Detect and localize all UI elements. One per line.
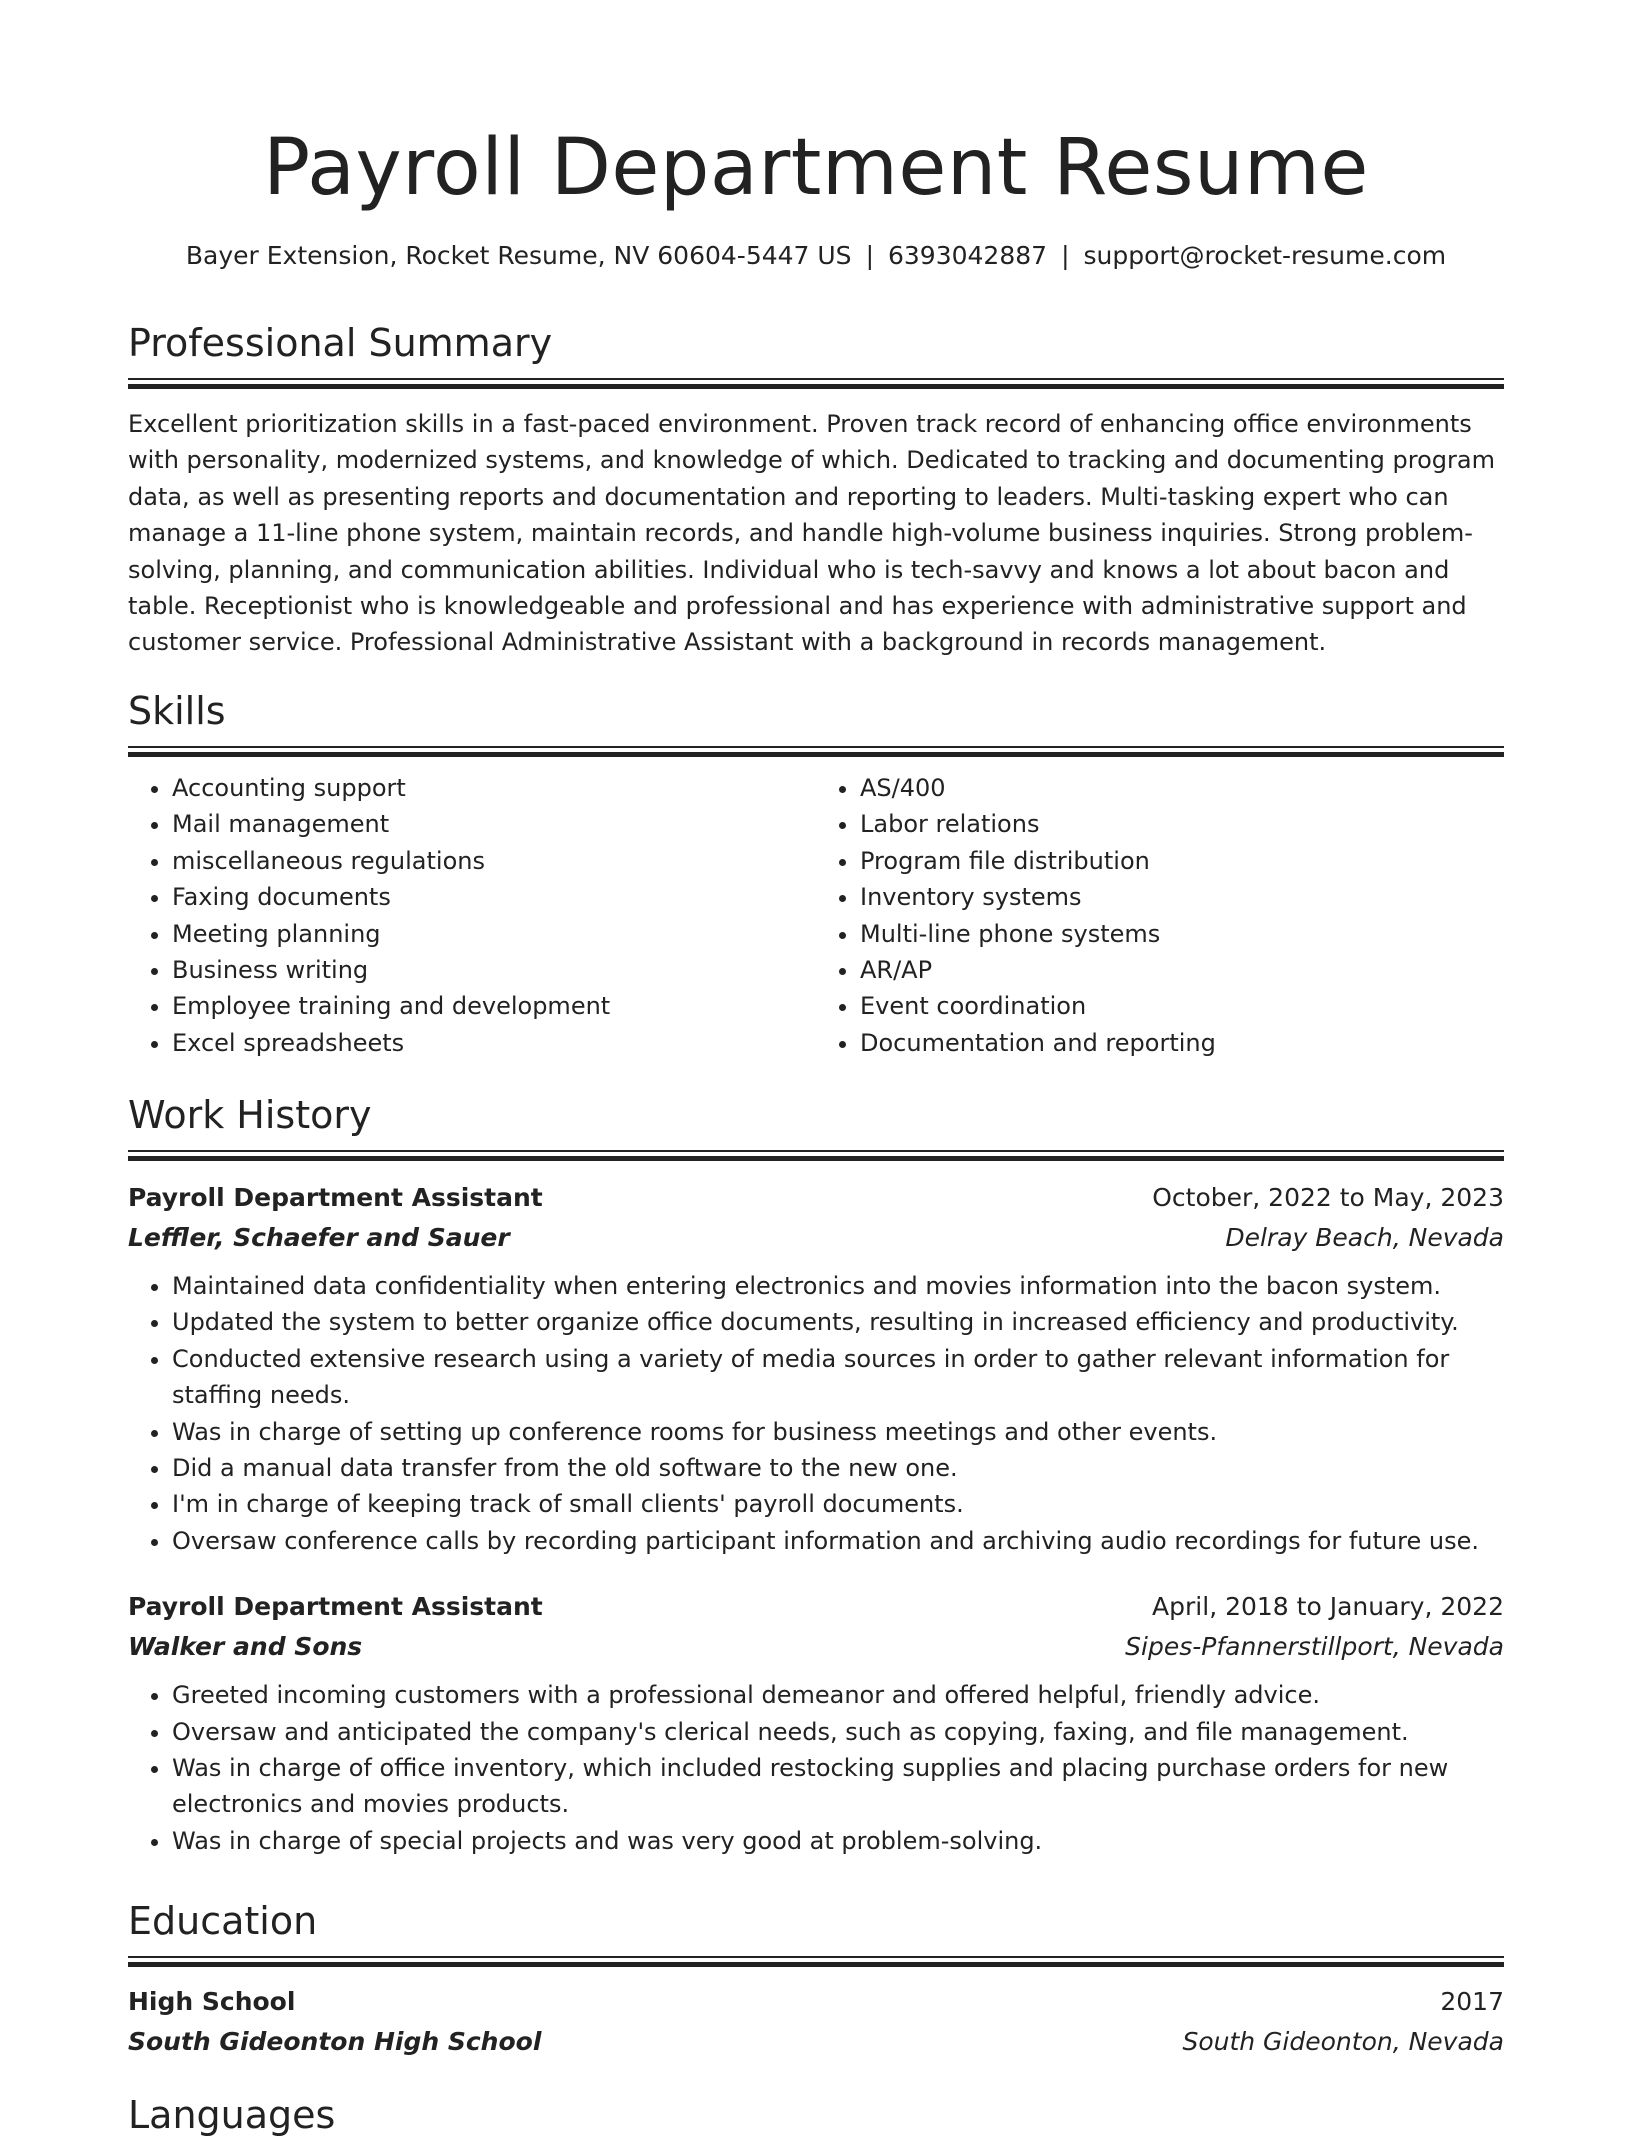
job-duty: • Oversaw and anticipated the company's clerical needs, such as copying, faxing, and file management. — [172, 1714, 1504, 1750]
skill-item: • Event coordination — [860, 988, 1504, 1024]
job-duty: • Oversaw conference calls by recording participant information and archiving audio recordings for future use. — [172, 1523, 1504, 1559]
job-duty: • Maintained data confidentiality when entering electronics and movies information into the bacon system. — [172, 1268, 1504, 1304]
job-duties-list — [128, 1268, 1504, 1559]
skills-heading: Skills — [128, 689, 226, 733]
job-dates: April, 2018 to January, 2022 — [1152, 1592, 1504, 1622]
job-title: Payroll Department Assistant — [128, 1592, 543, 1622]
education-header-row — [128, 1982, 1504, 2022]
skills-left-list — [128, 770, 816, 1061]
job-duties-list — [128, 1677, 1504, 1859]
job-duty: • I'm in charge of keeping track of small clients' payroll documents. — [172, 1486, 1504, 1522]
resume-title: Payroll Department Resume — [263, 123, 1369, 213]
job-entry — [128, 1178, 1504, 1559]
skill-item: • Documentation and reporting — [860, 1025, 1504, 1061]
contact-separator: | — [865, 241, 874, 270]
job-company: Walker and Sons — [128, 1632, 363, 1662]
contact-phone: 6393042887 — [888, 241, 1048, 270]
job-location: Sipes-Pfannerstillport, Nevada — [1125, 1632, 1504, 1662]
work-history-heading: Work History — [128, 1093, 372, 1137]
job-duty: • Was in charge of setting up conference rooms for business meetings and other events. — [172, 1414, 1504, 1450]
education-heading: Education — [128, 1899, 318, 1943]
skill-item: • Inventory systems — [860, 879, 1504, 915]
education-location: South Gideonton, Nevada — [1182, 2027, 1504, 2056]
education-entry — [128, 1982, 1504, 2062]
job-duty: • Conducted extensive research using a variety of media sources in order to gather relevant information for staffing needs. — [172, 1341, 1504, 1414]
contact-email: support@rocket-resume.com — [1083, 241, 1447, 270]
skill-item: • Business writing — [172, 952, 816, 988]
skill-item: • Excel spreadsheets — [172, 1025, 816, 1061]
skill-item: • Program file distribution — [860, 843, 1504, 879]
skill-item: • miscellaneous regulations — [172, 843, 816, 879]
job-header-row — [128, 1178, 1504, 1218]
summary-heading: Professional Summary — [128, 321, 553, 365]
job-duty: • Was in charge of office inventory, which included restocking supplies and placing purchase orders for new electronics and movies products. — [172, 1750, 1504, 1823]
skills-columns — [128, 770, 1504, 1061]
section-divider — [128, 746, 1504, 758]
contact-address: Bayer Extension, Rocket Resume, NV 60604-5447 US — [185, 241, 852, 270]
skill-item: • AS/400 — [860, 770, 1504, 806]
summary-section — [128, 318, 1504, 661]
section-divider — [128, 1956, 1504, 1968]
job-duty: • Did a manual data transfer from the old software to the new one. — [172, 1450, 1504, 1486]
skill-item: • Mail management — [172, 806, 816, 842]
languages-section — [128, 2090, 1504, 2140]
job-entry — [128, 1587, 1504, 1859]
job-company: Leffler, Schaefer and Sauer — [128, 1223, 510, 1252]
skills-right-list — [816, 770, 1504, 1061]
skill-item: • Faxing documents — [172, 879, 816, 915]
job-title: Payroll Department Assistant — [128, 1183, 543, 1212]
job-employer-row — [128, 1627, 1504, 1667]
skill-item: • Labor relations — [860, 806, 1504, 842]
section-divider — [128, 1150, 1504, 1162]
section-divider — [128, 378, 1504, 390]
job-location: Delray Beach, Nevada — [1225, 1223, 1504, 1252]
education-school-row — [128, 2022, 1504, 2062]
skill-item: • Employee training and development — [172, 988, 816, 1024]
job-duty: • Was in charge of special projects and was very good at problem-solving. — [172, 1823, 1504, 1859]
contact-separator: | — [1061, 241, 1070, 270]
job-duty: • Greeted incoming customers with a professional demeanor and offered helpful, friendly advice. — [172, 1677, 1504, 1713]
skills-section — [128, 686, 1504, 1061]
skill-item: • Meeting planning — [172, 916, 816, 952]
job-dates: October, 2022 to May, 2023 — [1152, 1183, 1504, 1212]
skill-item: • Accounting support — [172, 770, 816, 806]
job-header-row — [128, 1587, 1504, 1627]
education-degree: High School — [128, 1987, 296, 2016]
work-history-section — [128, 1090, 1504, 1859]
summary-text: Excellent prioritization skills in a fast-paced environment. Proven track record of enhancing office environments with personality, modernized systems, and knowledge of which. Dedicated to tracking and documenting program data, as well as presenting reports and documentation and reporting to leaders. Multi-tasking expert who can manage a 11-line phone system, maintain records, and handle high-volume business inquiries. Strong problem-solving, planning, and communication abilities. Individual who is tech-savvy and knows a lot about bacon and table. Receptionist who is knowledgeable and professional and has experience with administrative support and customer service. Professional Administrative Assistant with a background in records management. — [128, 410, 1495, 657]
job-employer-row — [128, 1218, 1504, 1258]
education-section — [128, 1896, 1504, 2062]
education-year: 2017 — [1440, 1987, 1504, 2016]
skill-item: • AR/AP — [860, 952, 1504, 988]
skill-item: • Multi-line phone systems — [860, 916, 1504, 952]
job-duty: • Updated the system to better organize office documents, resulting in increased efficiency and productivity. — [172, 1304, 1504, 1340]
contact-line — [128, 238, 1504, 274]
languages-heading: Languages — [128, 2093, 336, 2137]
education-school: South Gideonton High School — [128, 2027, 542, 2056]
